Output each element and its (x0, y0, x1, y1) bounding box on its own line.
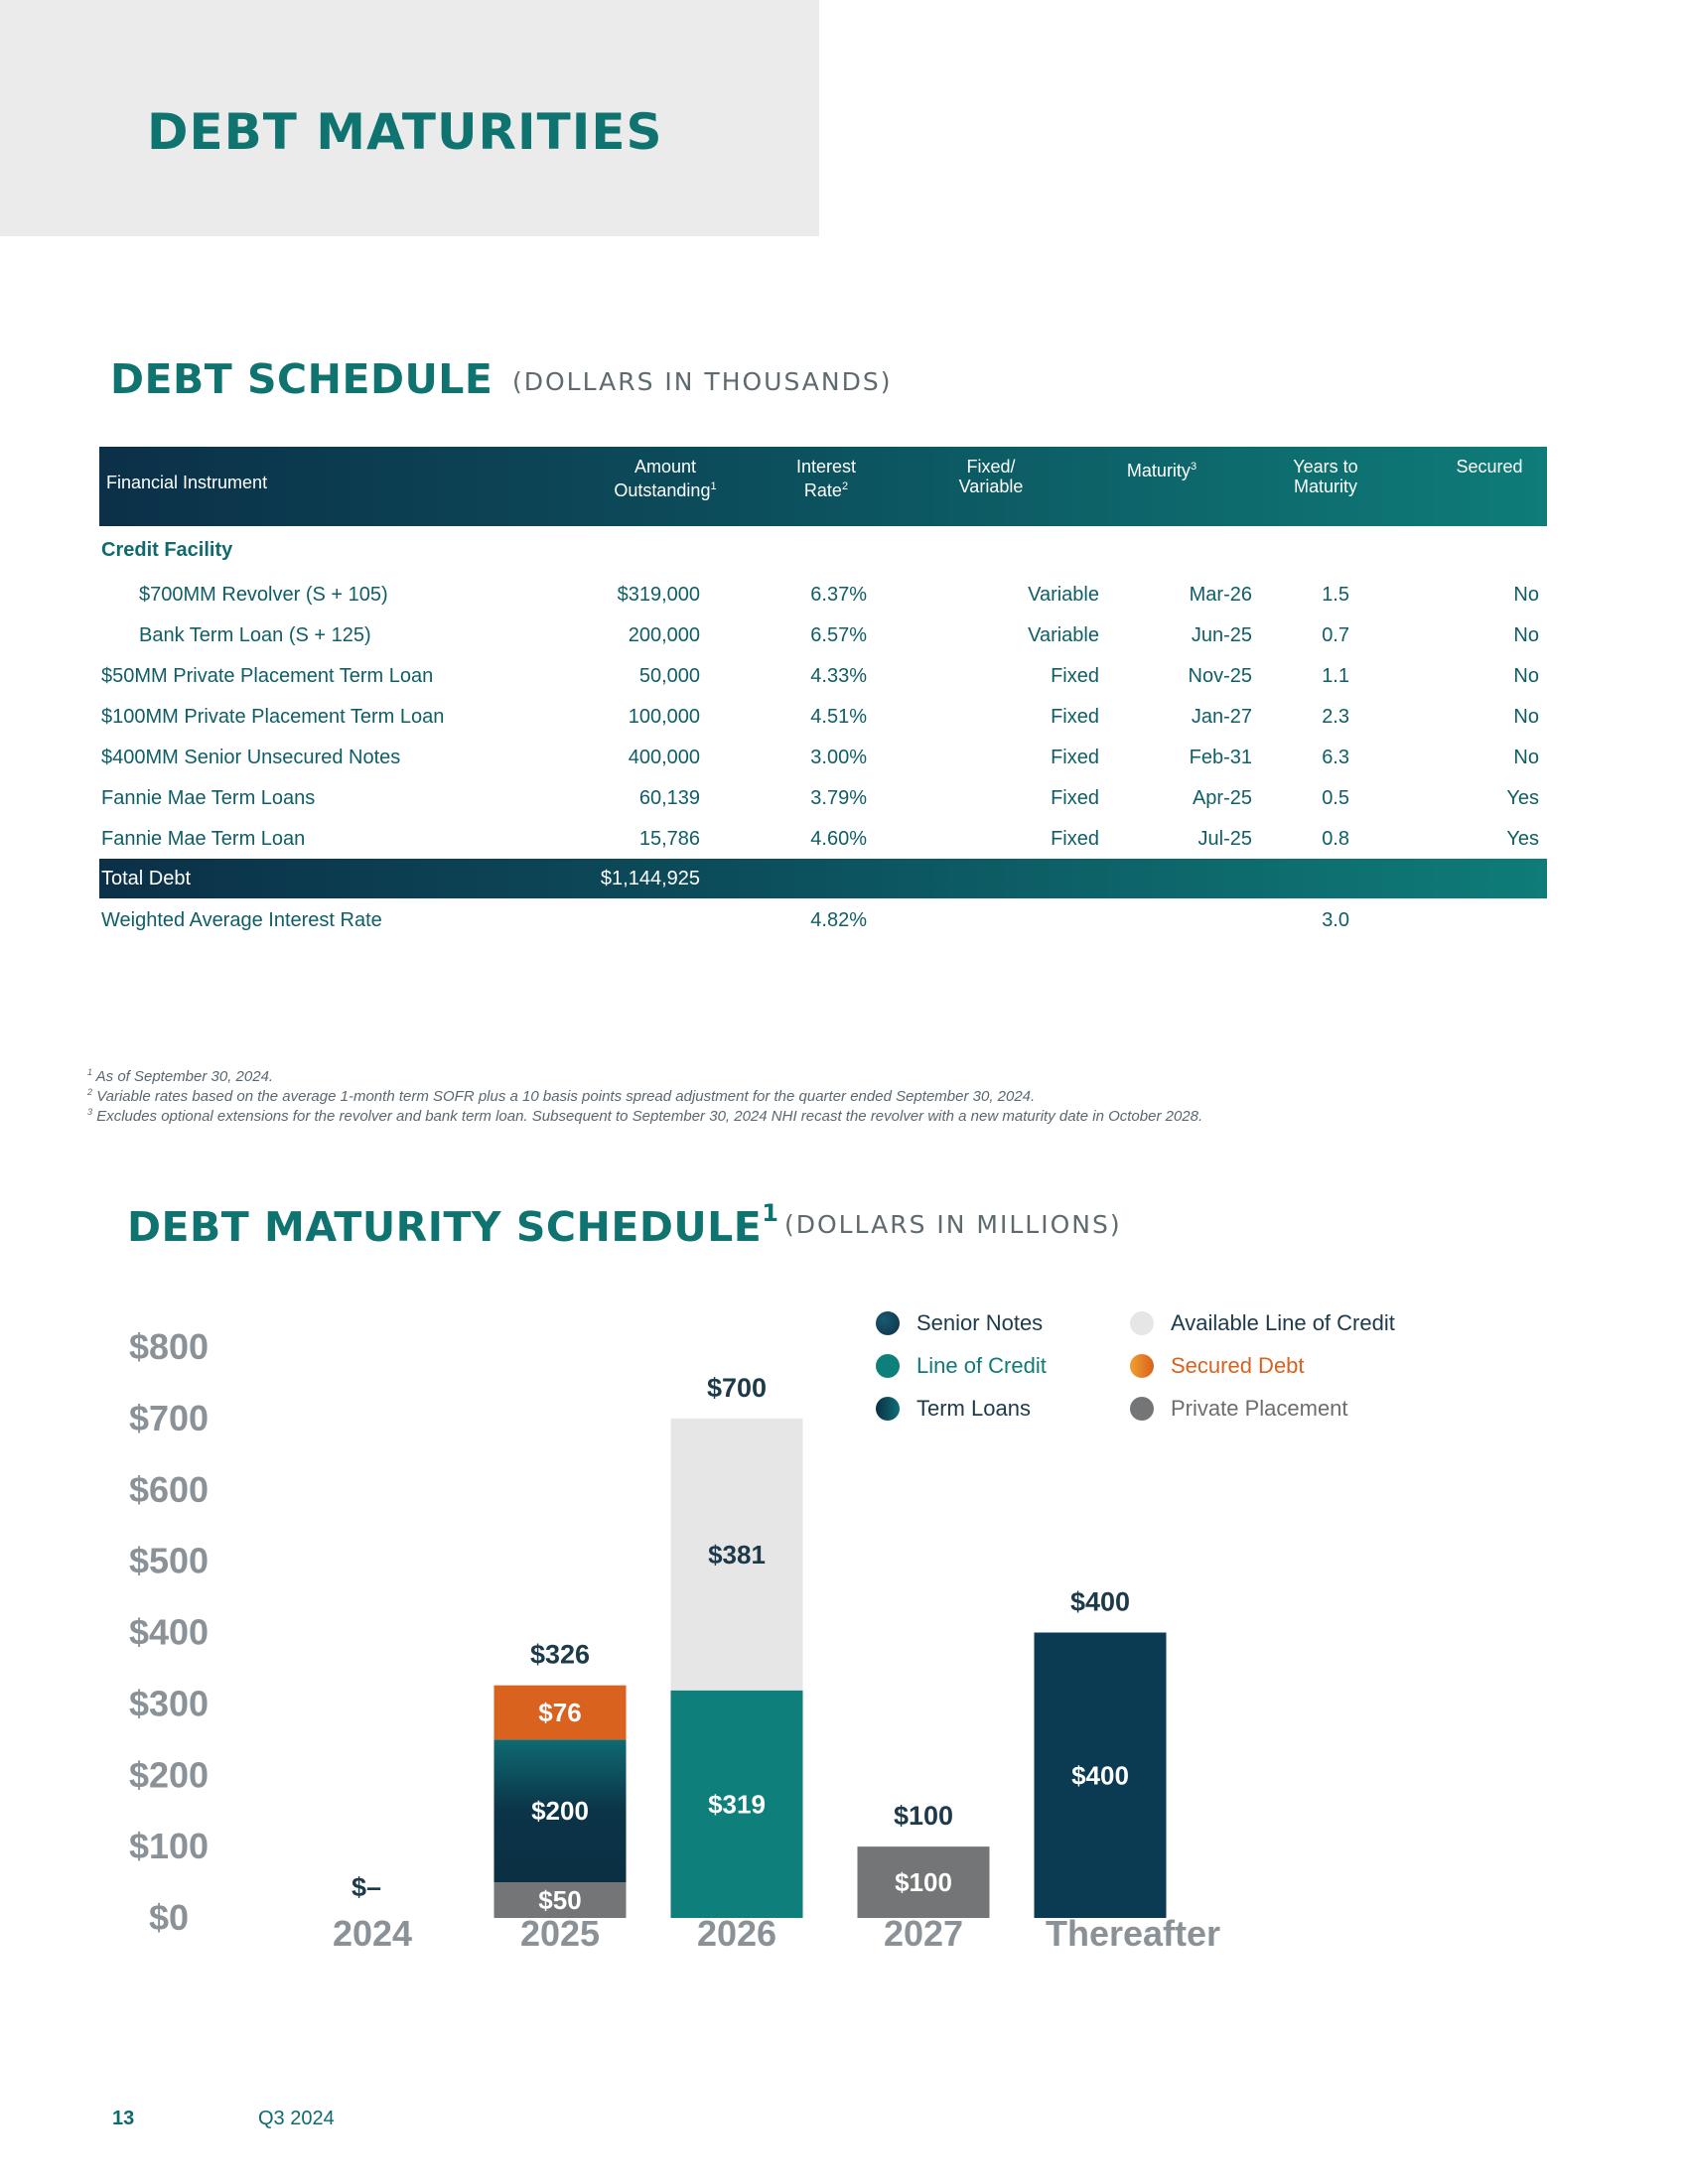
row-secured: No (1513, 624, 1539, 646)
row-type: Fixed (1051, 747, 1099, 768)
row-maturity: Feb-31 (1189, 747, 1252, 768)
row-rate: 3.00% (810, 747, 867, 768)
footnote-3-mark: 3 (87, 1107, 93, 1117)
row-amount: 50,000 (638, 665, 700, 687)
row-type: Fixed (1051, 828, 1099, 850)
row-secured: No (1513, 584, 1539, 606)
y-tick-label: $400 (128, 1611, 210, 1653)
row-secured: No (1513, 665, 1539, 687)
row-rate: 3.79% (810, 787, 867, 809)
row-name: $700MM Revolver (S + 105) (139, 584, 388, 606)
weighted-label: Weighted Average Interest Rate (101, 909, 382, 931)
legend-private-label: Private Placement (1171, 1396, 1348, 1421)
maturity-schedule-subtitle: (DOLLARS IN MILLIONS) (784, 1210, 1122, 1239)
header-years-line1: Years to (1293, 457, 1358, 477)
row-name: Fannie Mae Term Loans (101, 787, 316, 809)
header-amount-line1: Amount (633, 457, 697, 477)
header-rate (757, 457, 896, 500)
header-amount-sup: 1 (710, 480, 717, 492)
row-maturity: Jan-27 (1191, 706, 1252, 728)
segment-label: $100 (895, 1867, 952, 1898)
y-tick-label: $100 (128, 1826, 210, 1867)
x-tick-label: Thereafter (1045, 1913, 1221, 1954)
row-name: $50MM Private Placement Term Loan (101, 665, 434, 687)
row-maturity: Jul-25 (1197, 828, 1252, 850)
row-rate: 4.33% (810, 665, 867, 687)
x-tick-label: 2024 (332, 1913, 413, 1954)
table-row (99, 575, 1547, 614)
row-type: Fixed (1051, 665, 1099, 687)
total-label: $– (351, 1872, 382, 1902)
weighted-years: 3.0 (1322, 909, 1349, 931)
header-maturity-text: Maturity (1126, 461, 1191, 480)
header-years-line2: Maturity (1293, 477, 1357, 496)
row-maturity: Nov-25 (1188, 665, 1252, 687)
total-label: Total Debt (101, 868, 192, 889)
table-row (99, 778, 1547, 818)
row-rate: 6.57% (810, 624, 867, 646)
header-amount-text: Outstanding (614, 480, 711, 500)
maturity-schedule-title-text: DEBT MATURITY SCHEDULE (127, 1203, 763, 1251)
footnote-3-text: Excludes optional extensions for the revolver and bank term loan. Subsequent to September 30, 2024 NHI recast the revolver with a new maturity date in October 2028. (96, 1108, 1203, 1125)
row-name: $100MM Private Placement Term Loan (101, 706, 445, 728)
row-type: Variable (1028, 584, 1099, 606)
table-row (99, 697, 1547, 737)
header-type-line2: Variable (958, 477, 1024, 496)
row-amount: 100,000 (628, 706, 700, 728)
legend-secured-label: Secured Debt (1171, 1353, 1305, 1378)
footnote-2-mark: 2 (87, 1087, 93, 1097)
row-years: 2.3 (1322, 706, 1349, 728)
y-tick-label: $700 (128, 1397, 210, 1438)
header-type (921, 457, 1060, 496)
debt-schedule-title: DEBT SCHEDULE (110, 355, 493, 403)
legend-available-label: Available Line of Credit (1171, 1310, 1395, 1335)
row-years: 0.8 (1322, 828, 1349, 850)
header-years (1261, 457, 1390, 496)
total-row (99, 859, 1547, 898)
y-tick-label: $800 (128, 1326, 210, 1367)
segment-label: $400 (1071, 1760, 1129, 1791)
footnote-1-text: As of September 30, 2024. (95, 1068, 274, 1085)
total-amount: $1,144,925 (600, 868, 700, 889)
maturity-schedule-title-sup: 1 (762, 1199, 779, 1227)
row-years: 6.3 (1322, 747, 1349, 768)
y-tick-label: $500 (128, 1540, 210, 1581)
row-amount: 200,000 (628, 624, 700, 646)
legend-senior-notes-label: Senior Notes (916, 1310, 1044, 1335)
footnote-3 (87, 1102, 1202, 1127)
segment-label: $76 (538, 1698, 582, 1727)
x-tick-label: 2027 (883, 1913, 964, 1954)
row-maturity: Jun-25 (1191, 624, 1252, 646)
header-instrument: Financial Instrument (106, 473, 268, 492)
page-title: DEBT MATURITIES (147, 103, 663, 161)
header-secured: Secured (1456, 457, 1523, 477)
maturity-chart (0, 1271, 1688, 1966)
weighted-row (99, 900, 1547, 940)
total-label: $700 (706, 1372, 768, 1403)
row-amount: 60,139 (638, 787, 700, 809)
segment-label: $200 (531, 1796, 589, 1827)
header-rate-line2 (757, 477, 896, 500)
row-amount: 15,786 (638, 828, 700, 850)
y-tick-label: $200 (128, 1754, 210, 1796)
header-maturity (1087, 457, 1236, 480)
header-rate-line1: Interest (795, 457, 857, 477)
page-number: 13 (112, 2108, 135, 2129)
row-name: Bank Term Loan (S + 125) (139, 624, 371, 646)
maturity-schedule-title (127, 1199, 779, 1251)
header-type-line1: Fixed/ (966, 457, 1016, 477)
header-rate-text: Rate (803, 480, 842, 500)
total-label: $400 (1069, 1586, 1131, 1617)
row-amount: 400,000 (628, 747, 700, 768)
row-type: Fixed (1051, 706, 1099, 728)
legend-term-loans-label: Term Loans (916, 1396, 1031, 1421)
row-maturity: Apr-25 (1192, 787, 1252, 809)
row-rate: 4.60% (810, 828, 867, 850)
y-tick-label: $600 (128, 1468, 210, 1510)
debt-schedule-subtitle: (DOLLARS IN THOUSANDS) (512, 367, 893, 396)
row-amount: $319,000 (617, 584, 700, 606)
segment-label: $50 (538, 1885, 582, 1916)
row-secured: No (1513, 706, 1539, 728)
table-row (99, 738, 1547, 777)
header-rate-sup: 2 (841, 480, 849, 492)
x-tick-label: 2025 (519, 1913, 601, 1954)
row-years: 0.7 (1322, 624, 1349, 646)
segment-label: $381 (708, 1539, 766, 1570)
header-amount-line2 (576, 477, 755, 500)
group-row (99, 530, 1547, 570)
table-row (99, 615, 1547, 655)
total-label: $100 (893, 1801, 954, 1832)
total-label: $326 (529, 1639, 591, 1670)
row-years: 0.5 (1322, 787, 1349, 809)
row-rate: 6.37% (810, 584, 867, 606)
row-years: 1.1 (1322, 665, 1349, 687)
table-header (99, 447, 1547, 526)
row-secured: Yes (1506, 828, 1539, 850)
table-row (99, 656, 1547, 696)
group-label: Credit Facility (101, 539, 233, 561)
row-rate: 4.51% (810, 706, 867, 728)
table-row (99, 819, 1547, 859)
row-years: 1.5 (1322, 584, 1349, 606)
row-name: Fannie Mae Term Loan (101, 828, 306, 850)
header-maturity-sup: 3 (1190, 461, 1197, 473)
segment-label: $319 (708, 1789, 766, 1820)
row-secured: No (1513, 747, 1539, 768)
footnote-2-text: Variable rates based on the average 1-month term SOFR plus a 10 basis points spread adjustment for the quarter ended September 30, 2024. (96, 1088, 1036, 1105)
footnote-1-mark: 1 (87, 1067, 93, 1077)
row-name: $400MM Senior Unsecured Notes (101, 747, 401, 768)
row-secured: Yes (1506, 787, 1539, 809)
period-label: Q3 2024 (258, 2108, 335, 2129)
legend-line-of-credit-label: Line of Credit (916, 1353, 1047, 1378)
row-type: Variable (1028, 624, 1099, 646)
y-tick-label: $0 (148, 1897, 190, 1938)
weighted-rate: 4.82% (810, 909, 867, 931)
header-amount (576, 457, 755, 500)
x-tick-label: 2026 (696, 1913, 777, 1954)
row-maturity: Mar-26 (1189, 584, 1252, 606)
row-type: Fixed (1051, 787, 1099, 809)
y-tick-label: $300 (128, 1683, 210, 1724)
